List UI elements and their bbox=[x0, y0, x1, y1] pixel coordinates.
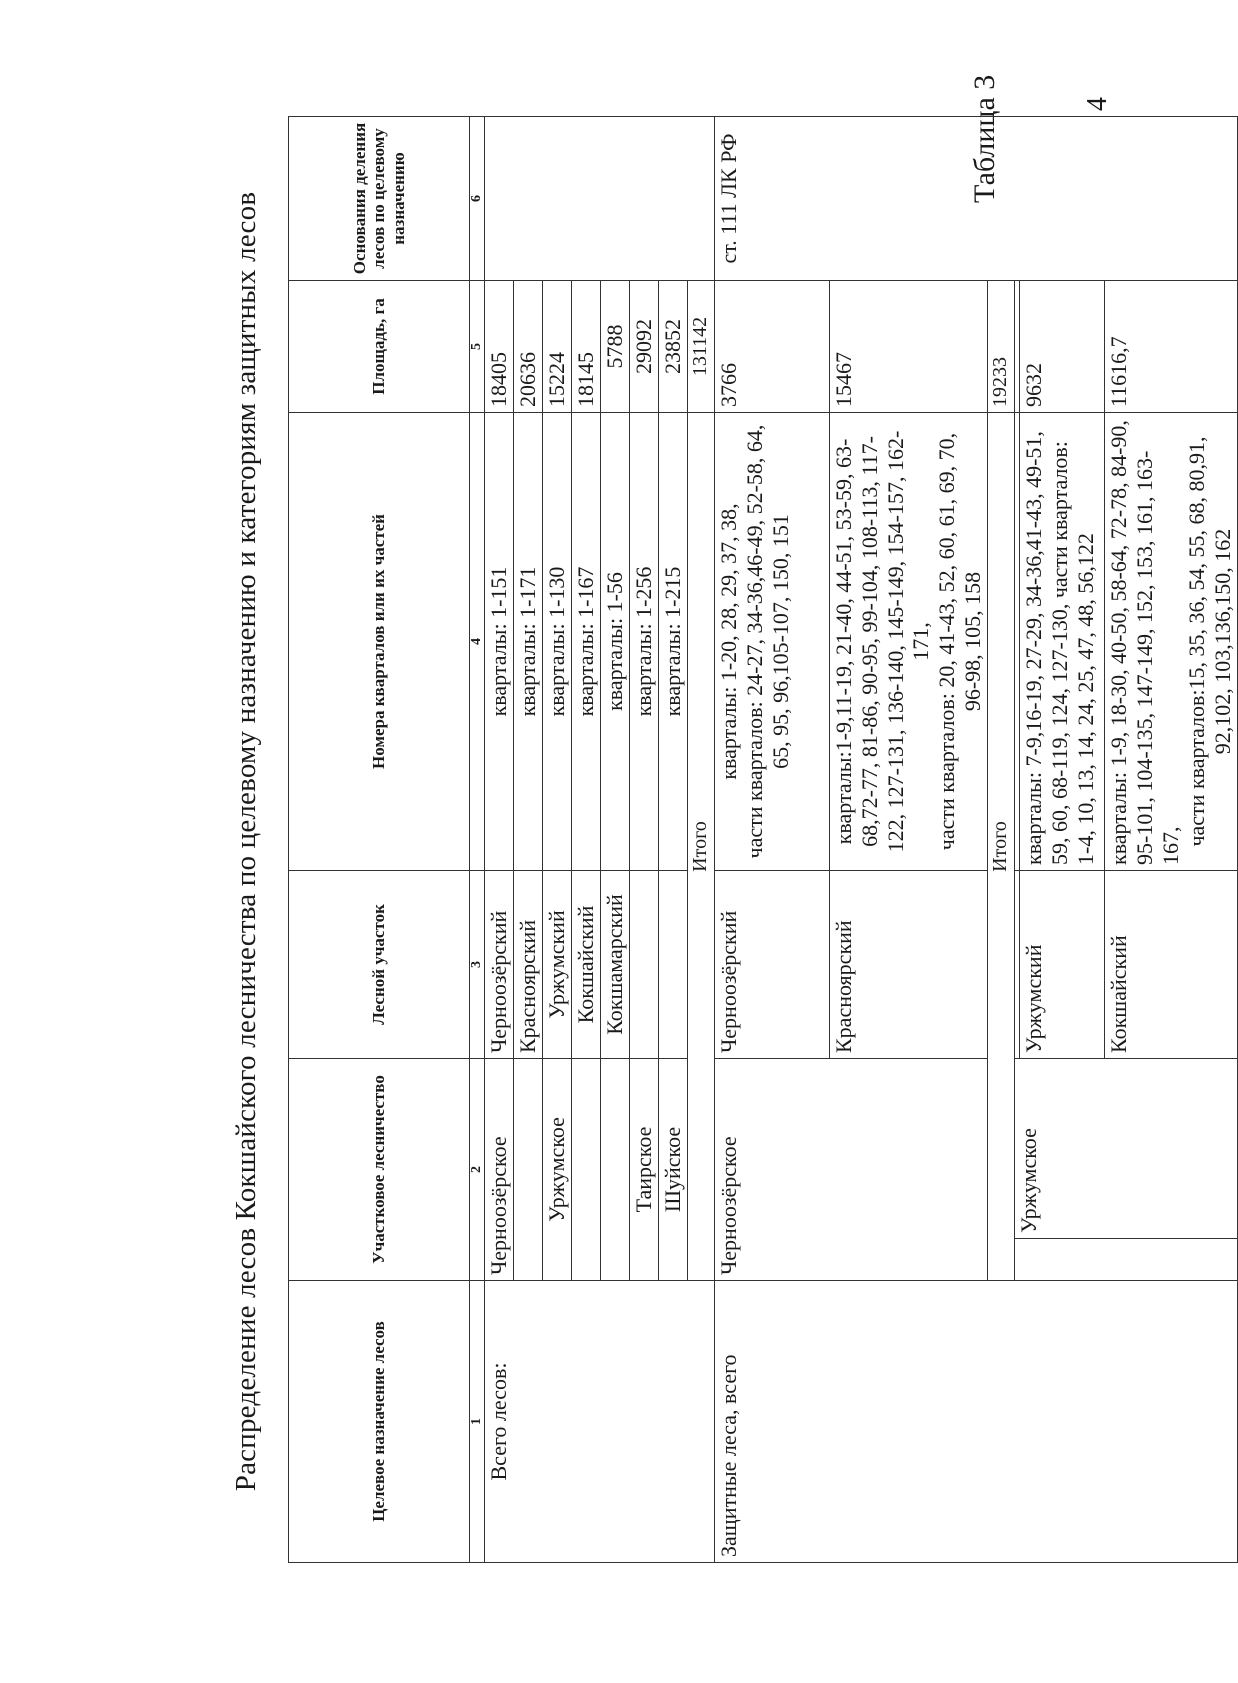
header-area: Площадь, га bbox=[289, 281, 470, 413]
header-basis: Основания деления лесов по целевому назначению bbox=[289, 117, 470, 281]
spacer-cell bbox=[1014, 1239, 1237, 1281]
quarters-line: кварталы: 1-9, 18-30, 40-50, 58-64, 72-78, 84-90, 95-101, 104-135, 147-149, 152, 153, 161, 163-167, bbox=[1105, 420, 1183, 865]
basis-cell: ст. 111 ЛК РФ bbox=[714, 117, 1237, 281]
area-cell: 29092 bbox=[630, 281, 659, 413]
column-number: 5 bbox=[470, 281, 485, 413]
area-cell: 11616,7 bbox=[1104, 281, 1237, 413]
area-cell: 18405 bbox=[485, 281, 514, 413]
quarters-cell: кварталы: 1-171 bbox=[514, 413, 543, 871]
quarters-cell bbox=[714, 413, 829, 871]
table-row bbox=[714, 117, 829, 1563]
plot-cell: Кокшайский bbox=[1104, 871, 1237, 1059]
column-number: 6 bbox=[470, 117, 485, 281]
header-district: Участковое лесничество bbox=[289, 1059, 470, 1281]
column-number: 2 bbox=[470, 1059, 485, 1281]
plot-cell: Черноозёрский bbox=[485, 871, 514, 1059]
quarters-cell bbox=[1104, 413, 1237, 871]
header-purpose: Целевое назначение лесов bbox=[289, 1281, 470, 1563]
basis-cell bbox=[485, 117, 715, 281]
area-cell: 15224 bbox=[543, 281, 572, 413]
quarters-cell: кварталы: 1-130 bbox=[543, 413, 572, 871]
quarters-cell: кварталы: 1-167 bbox=[572, 413, 601, 871]
header-quarters: Номера кварталов или их частей bbox=[289, 413, 470, 871]
district-cell bbox=[514, 1059, 543, 1281]
area-cell: 23852 bbox=[659, 281, 688, 413]
plot-cell bbox=[630, 871, 659, 1059]
plot-cell bbox=[659, 871, 688, 1059]
area-cell: 9632 bbox=[1019, 281, 1104, 413]
header-plot: Лесной участок bbox=[289, 871, 470, 1059]
area-cell: 5788 bbox=[601, 281, 630, 413]
quarters-cell: кварталы: 1-151 bbox=[485, 413, 514, 871]
quarters-cell bbox=[829, 413, 988, 871]
district-cell bbox=[572, 1059, 601, 1281]
quarters-cell: кварталы: 1-56 bbox=[601, 413, 630, 871]
total-area: 19233 bbox=[988, 281, 1015, 413]
table-label: Таблица 3 bbox=[968, 74, 1001, 203]
purpose-all-forests: Всего лесов: bbox=[485, 1281, 715, 1563]
document-title: Распределение лесов Кокшайского лесничества по целевому назначению и категориям защитных лесов bbox=[230, 191, 262, 1492]
plot-cell: Кокшамарский bbox=[601, 871, 630, 1059]
column-number: 4 bbox=[470, 413, 485, 871]
quarters-line: части кварталов: 20, 41-43, 52, 60, 61, 69, 70, 96-98, 105, 158 bbox=[934, 432, 986, 851]
plot-cell: Краснoярский bbox=[514, 871, 543, 1059]
forest-distribution-table bbox=[288, 116, 1238, 1563]
total-label: Итого bbox=[688, 413, 715, 1281]
quarters-line: части кварталов: 24-27, 34-36,46-49, 52-58, 64, 65, 95, 96,105-107, 150, 151 bbox=[741, 424, 793, 859]
plot-cell: Кокшайский bbox=[572, 871, 601, 1059]
page-number: 4 bbox=[1082, 97, 1113, 111]
area-cell: 18145 bbox=[572, 281, 601, 413]
column-number: 3 bbox=[470, 871, 485, 1059]
district-cell: Таирское bbox=[630, 1059, 659, 1281]
district-cell: Уржумское bbox=[1014, 1059, 1237, 1239]
quarters-line: кварталы: 1-20, 28, 29, 37, 38, bbox=[715, 503, 741, 780]
plot-cell: Уржумский bbox=[543, 871, 572, 1059]
district-cell: Черноозёрское bbox=[485, 1059, 514, 1281]
quarters-line: кварталы:1-9,11-19, 21-40, 44-51, 53-59, 63-68,72-77, 81-86, 90-95, 99-104, 108-113, 117-122, 127-131, 136-140, 145-149, 154-157, 162-171, bbox=[830, 430, 934, 853]
plot-cell: Черноозёрский bbox=[714, 871, 829, 1059]
total-label: Итого bbox=[988, 413, 1015, 1281]
quarters-cell: кварталы: 1-215 bbox=[659, 413, 688, 871]
column-number: 1 bbox=[470, 1281, 485, 1563]
table-row bbox=[485, 117, 514, 1563]
header-row bbox=[289, 117, 470, 1563]
quarters-cell: кварталы: 1-256 bbox=[630, 413, 659, 871]
quarters-line: части кварталов:15, 35, 36, 54, 55, 68, 80,91, 92,102, 103,136,150, 162 bbox=[1183, 436, 1235, 847]
district-cell: Шуйское bbox=[659, 1059, 688, 1281]
area-cell: 15467 bbox=[829, 281, 988, 413]
district-cell: Уржумское bbox=[543, 1059, 572, 1281]
district-cell: Черноозёрское bbox=[714, 1059, 988, 1281]
area-cell: 20636 bbox=[514, 281, 543, 413]
column-numbers-row bbox=[470, 117, 485, 1563]
plot-cell: Уржумский bbox=[1019, 871, 1104, 1059]
area-cell: 3766 bbox=[714, 281, 829, 413]
plot-cell: Красноярский bbox=[829, 871, 988, 1059]
quarters-cell: кварталы: 7-9,16-19, 27-29, 34-36,41-43, 49-51, 59, 60, 68-119, 124, 127-130, части кварталов: 1-4, 10, 13, 14, 24, 25, 47, 48, 56,122 bbox=[1019, 413, 1104, 871]
district-cell bbox=[601, 1059, 630, 1281]
total-area: 131142 bbox=[688, 281, 715, 413]
purpose-protective: Защитные леса, всего bbox=[714, 1281, 1237, 1563]
